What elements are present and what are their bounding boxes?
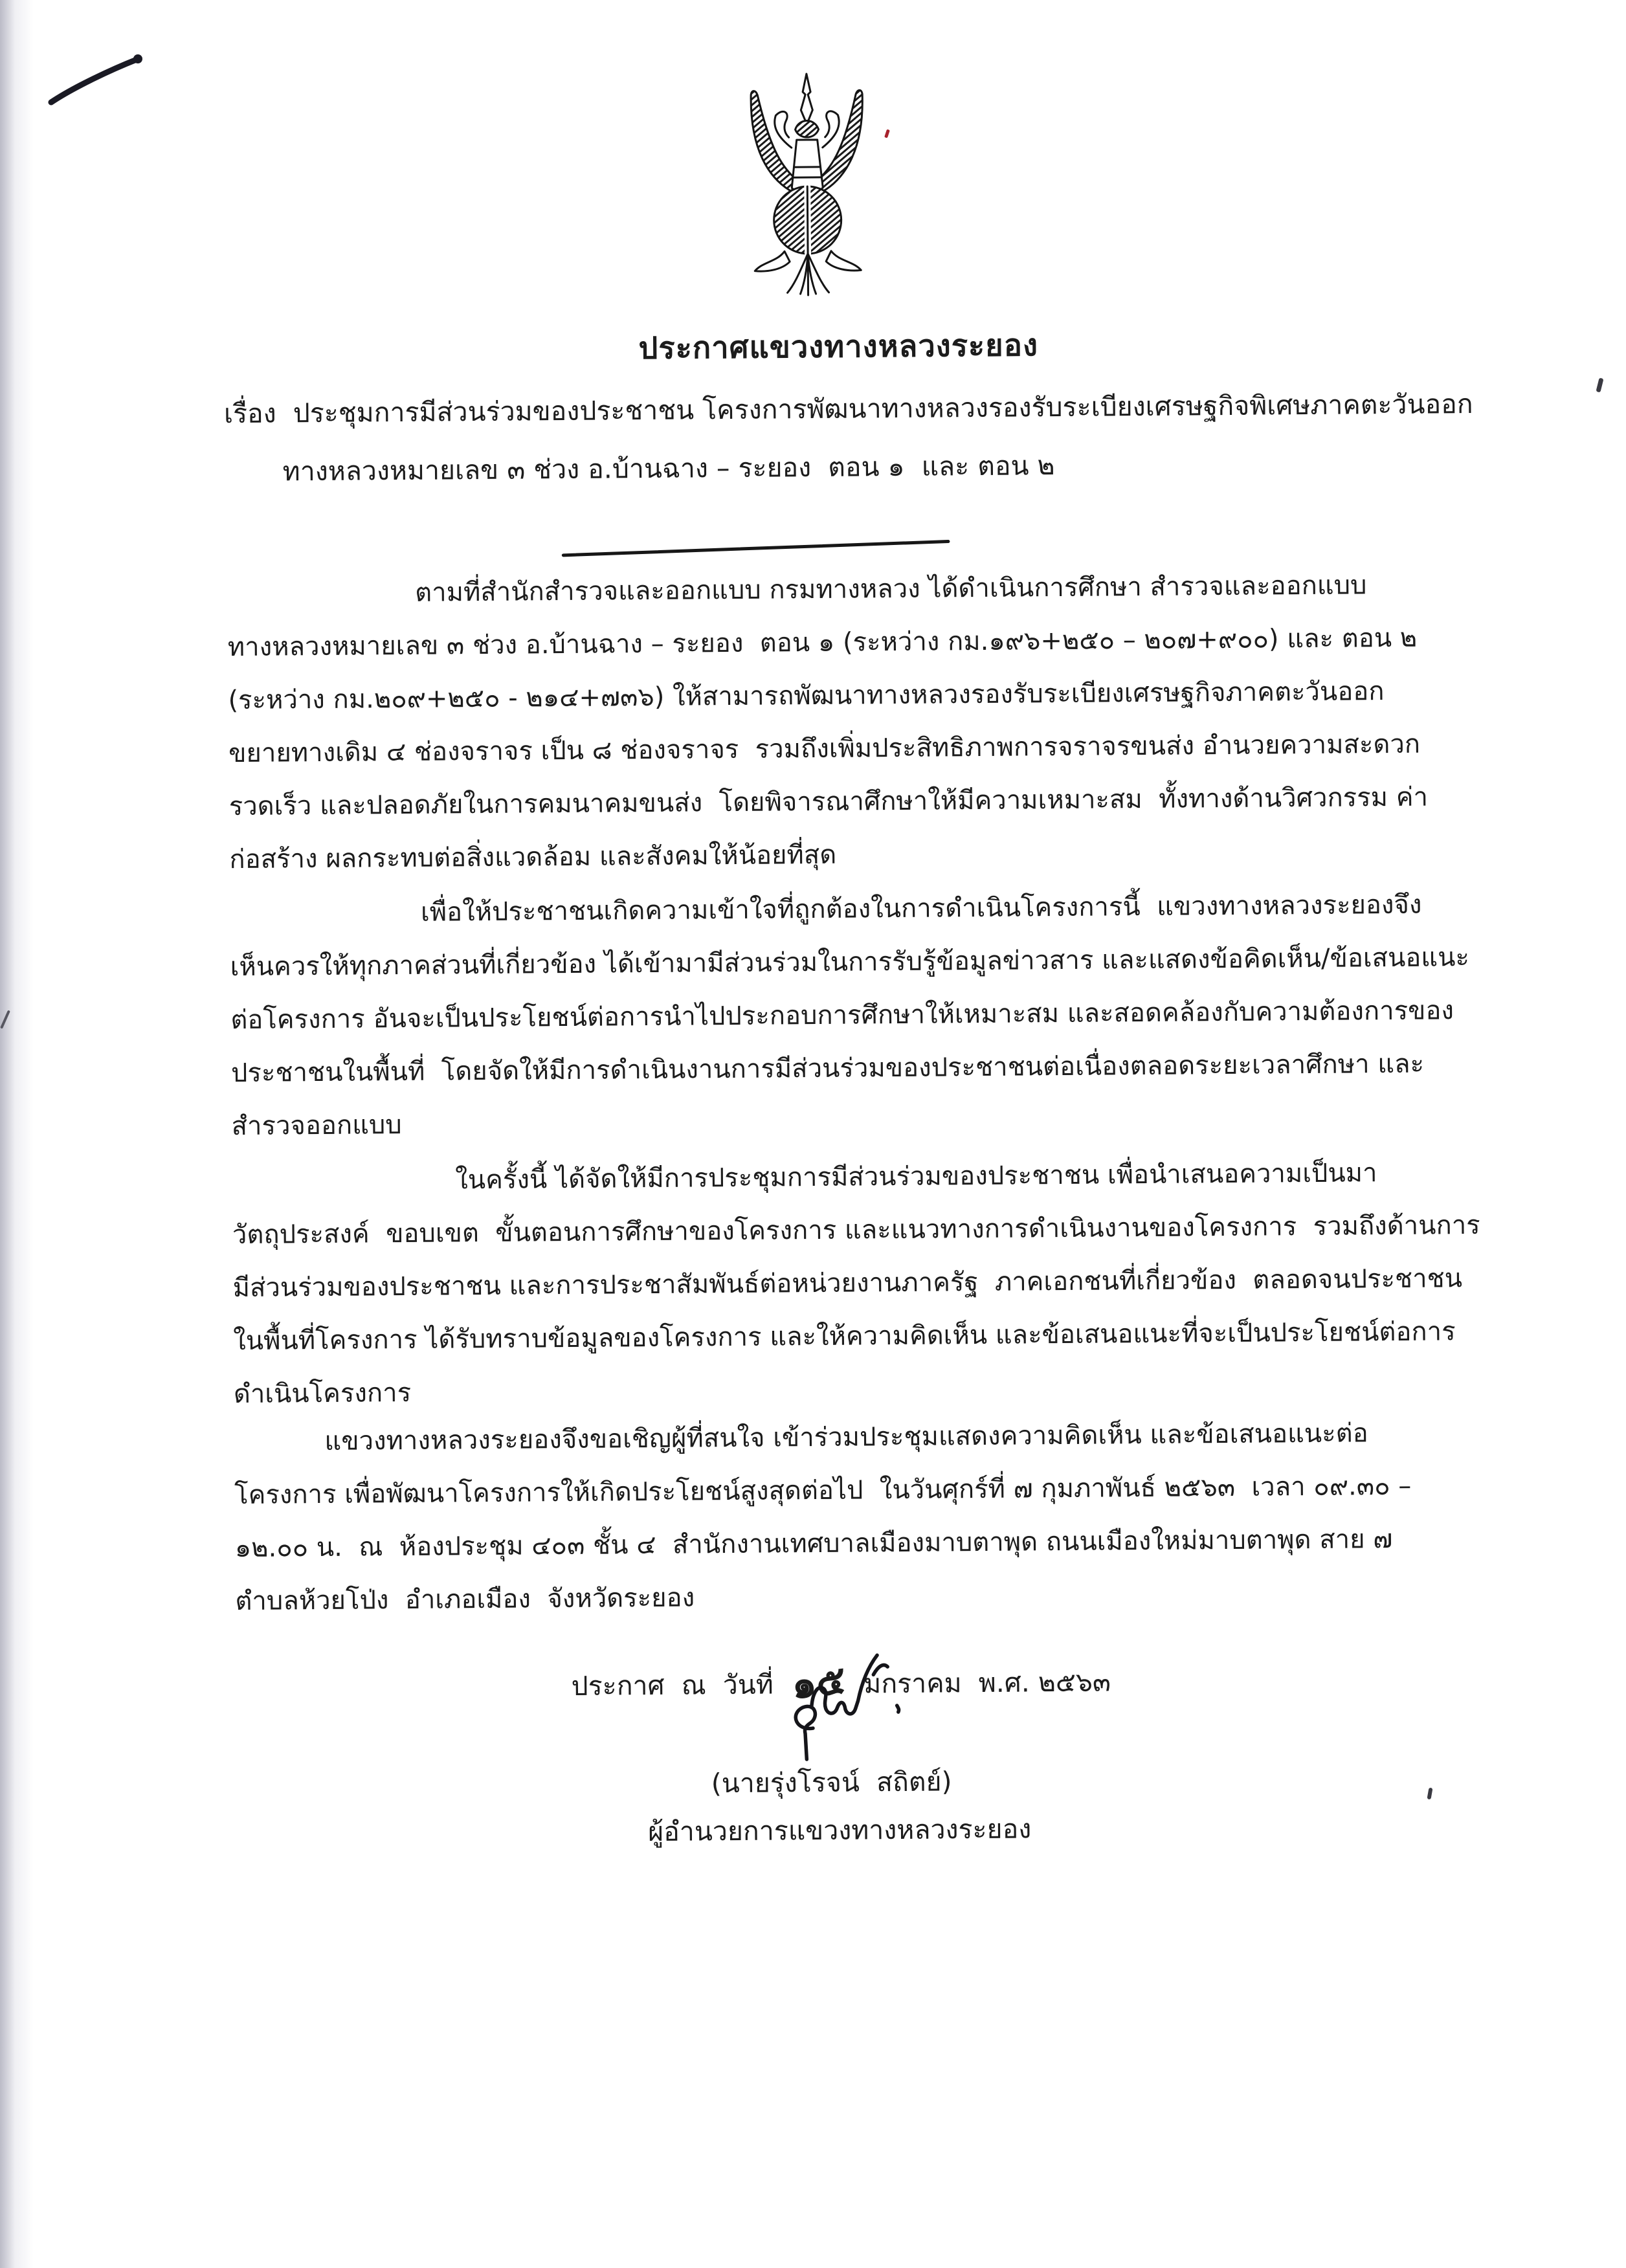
paragraph-1	[227, 559, 1429, 887]
paragraph-line: ประชาชนในพื้นที่ โดยจัดให้มีการดำเนินงานการมีส่วนร่วมของประชาชนต่อเนื่องตลอดระยะเวลาศึกษา และ	[230, 1049, 1425, 1089]
subject-line-1: เรื่อง ประชุมการมีส่วนร่วมของประชาชน โครงการพัฒนาทางหลวงรองรับระเบียงเศรษฐกิจพิเศษภาคตะวันออก	[223, 388, 1473, 430]
paragraph-line: เห็นควรให้ทุกภาคส่วนที่เกี่ยวข้อง ได้เข้ามามีส่วนร่วมในการรับรู้ข้อมูลข่าวสาร และแสดงข้อคิดเห็น/ข้อเสนอแนะ	[230, 942, 1470, 983]
divider-line	[562, 540, 950, 557]
paragraph-line: ก่อสร้าง ผลกระทบต่อสิ่งแวดล้อม และสังคมให้น้อยที่สุด	[229, 839, 837, 875]
paragraph-line: ทางหลวงหมายเลข ๓ ช่วง อ.บ้านฉาง – ระยอง ตอน ๑ (ระหว่าง กม.๑๙๖+๒๕๐ – ๒๐๗+๙๐๐) และ ตอน ๒	[227, 623, 1418, 663]
paragraph-4	[234, 1406, 1412, 1628]
signature-icon	[770, 1651, 926, 1766]
paragraph-line: ๑๒.๐๐ น. ณ ห้องประชุม ๔๐๓ ชั้น ๔ สำนักงานเทศบาลเมืองมาบตาพุด ถนนเมืองใหม่มาบตาพุด สาย ๗	[234, 1524, 1393, 1564]
paragraph-line: ขยายทางเดิม ๔ ช่องจราจร เป็น ๘ ช่องจราจร รวมถึงเพิ่มประสิทธิภาพการจราจรขนส่ง อำนวยความสะดวก	[228, 729, 1421, 769]
signer-title: ผู้อำนวยการแขวงทางหลวงระยอง	[647, 1813, 1032, 1848]
paragraph-line: มีส่วนร่วมของประชาชน และการประชาสัมพันธ์ต่อหน่วยงานภาครัฐ ภาคเอกชนที่เกี่ยวข้อง ตลอดจนประชาชน	[232, 1263, 1463, 1304]
handwritten-day: ๑๕	[789, 1657, 849, 1709]
garuda-emblem	[721, 69, 894, 297]
date-prefix: ประกาศ ณ วันที่	[571, 1669, 774, 1702]
paragraph-line: สำรวจออกแบบ	[231, 1110, 402, 1142]
paragraph-3	[232, 1146, 1482, 1421]
paragraph-line: วัตถุประสงค์ ขอบเขต ขั้นตอนการศึกษาของโครงการ และแนวทางการดำเนินงานของโครงการ รวมถึงด้านการ	[232, 1210, 1480, 1251]
paragraph-line: (ระหว่าง กม.๒๐๙+๒๕๐ - ๒๑๔+๗๓๖) ให้สามารถพัฒนาทางหลวงรองรับระเบียงเศรษฐกิจภาคตะวันออก	[228, 676, 1385, 716]
paragraph-line: ในพื้นที่โครงการ ได้รับทราบข้อมูลของโครงการ และให้ความคิดเห็น และข้อเสนอแนะที่จะเป็นประโยชน์ต่อการ	[233, 1317, 1456, 1357]
paragraph-line: แขวงทางหลวงระยองจึงขอเชิญผู้ที่สนใจ เข้าร่วมประชุมแสดงความคิดเห็น และข้อเสนอแนะต่อ	[324, 1418, 1368, 1456]
paragraph-line: ตามที่สำนักสำรวจและออกแบบ กรมทางหลวง ได้ดำเนินการศึกษา สำรวจและออกแบบ	[414, 570, 1367, 608]
paragraph-line: โครงการ เพื่อพัฒนาโครงการให้เกิดประโยชน์สูงสุดต่อไป ในวันศุกร์ที่ ๗ กุมภาพันธ์ ๒๕๖๓ เวลา ๐๙.๓๐ –	[234, 1471, 1412, 1511]
paragraph-line: เพื่อให้ประชาชนเกิดความเข้าใจที่ถูกต้องในการดำเนินโครงการนี้ แขวงทางหลวงระยองจึง	[420, 889, 1422, 928]
signer-name: (นายรุ่งโรจน์ สถิตย์)	[711, 1766, 952, 1799]
paragraph-2	[230, 878, 1471, 1153]
paragraph-line: รวดเร็ว และปลอดภัยในการคมนาคมขนส่ง โดยพิจารณาศึกษาให้มีความเหมาะสม ทั้งทางด้านวิศวกรรม ค่า	[228, 782, 1429, 822]
paragraph-line: ต่อโครงการ อันจะเป็นประโยชน์ต่อการนำไปประกอบการศึกษาให้เหมาะสม และสอดคล้องกับความต้องการของ	[230, 995, 1454, 1036]
document-title: ประกาศแขวงทางหลวงระยอง	[638, 328, 1039, 367]
paragraph-line: ดำเนินโครงการ	[233, 1377, 412, 1410]
date-suffix: มกราคม พ.ศ. ๒๕๖๓	[863, 1666, 1111, 1700]
emblem-container	[721, 69, 894, 300]
subject-line-2: ทางหลวงหมายเลข ๓ ช่วง อ.บ้านฉาง – ระยอง ตอน ๑ และ ตอน ๒	[282, 450, 1055, 487]
paragraph-line: ตำบลห้วยโป่ง อำเภอเมือง จังหวัดระยอง	[235, 1583, 695, 1617]
paragraph-line: ในครั้งนี้ ได้จัดให้มีการประชุมการมีส่วนร่วมของประชาชน เพื่อนำเสนอความเป็นมา	[455, 1158, 1377, 1195]
